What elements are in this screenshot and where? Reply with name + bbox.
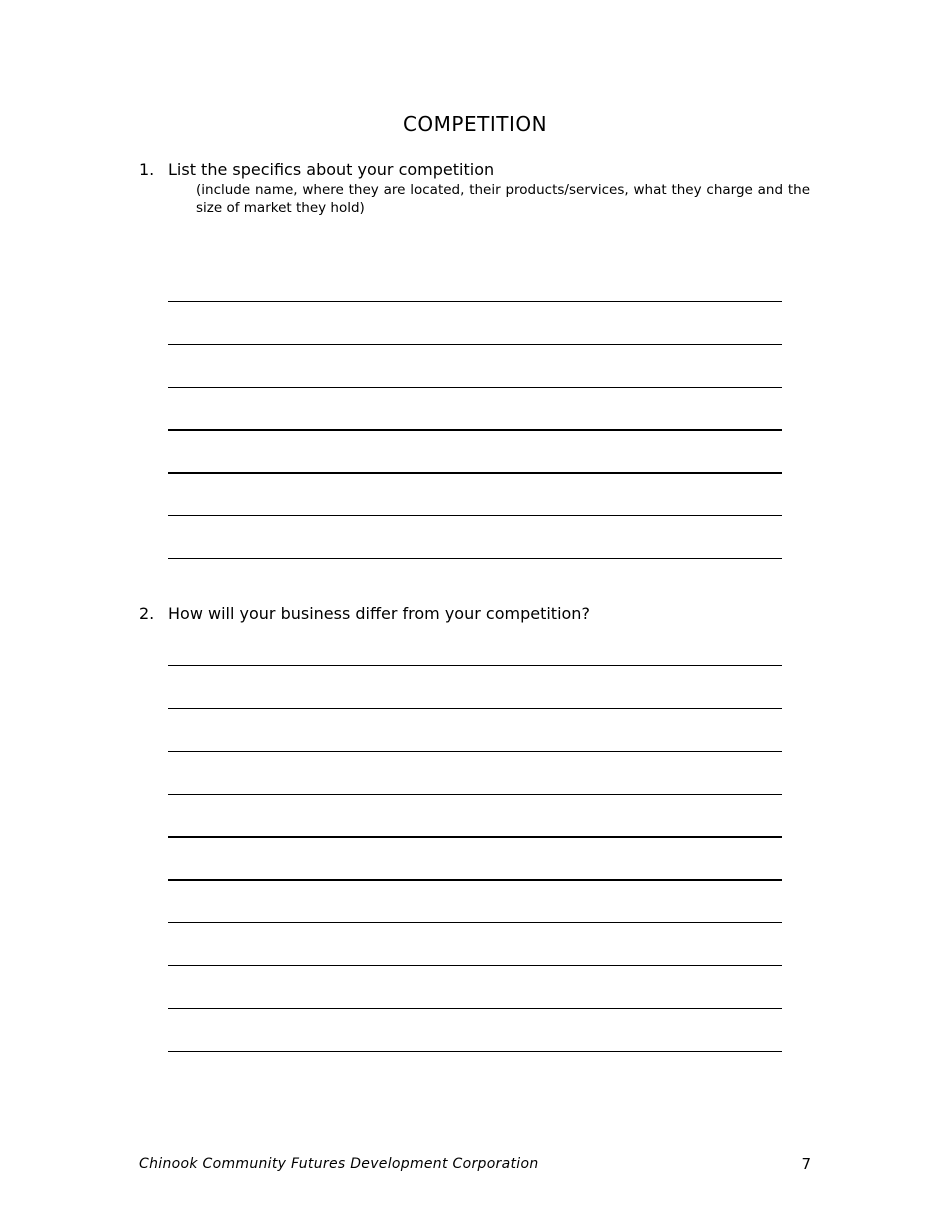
answer-line[interactable]: [168, 515, 782, 516]
answer-line[interactable]: [168, 1051, 782, 1052]
answer-line[interactable]: [168, 472, 782, 474]
question-2-text: How will your business differ from your competition?: [168, 604, 590, 623]
answer-line[interactable]: [168, 965, 782, 966]
answer-line[interactable]: [168, 751, 782, 752]
footer-page-number: 7: [801, 1155, 811, 1173]
answer-line[interactable]: [168, 836, 782, 838]
answer-line[interactable]: [168, 429, 782, 431]
page-title: COMPETITION: [402, 112, 548, 136]
question-1-number: 1.: [139, 160, 155, 179]
question-1-note: (include name, where they are located, their products/services, what they charge and the size of market they hold): [196, 182, 810, 216]
answer-line[interactable]: [168, 708, 782, 709]
answer-line[interactable]: [168, 794, 782, 795]
footer-organization: Chinook Community Futures Development Corporation: [139, 1156, 539, 1172]
answer-line[interactable]: [168, 301, 782, 302]
answer-line[interactable]: [168, 344, 782, 345]
answer-line[interactable]: [168, 879, 782, 881]
answer-line[interactable]: [168, 558, 782, 559]
question-1-text: List the specifics about your competition: [168, 160, 495, 179]
answer-line[interactable]: [168, 922, 782, 923]
question-2-number: 2.: [139, 604, 155, 623]
answer-line[interactable]: [168, 1008, 782, 1009]
answer-line[interactable]: [168, 387, 782, 388]
answer-line[interactable]: [168, 665, 782, 666]
